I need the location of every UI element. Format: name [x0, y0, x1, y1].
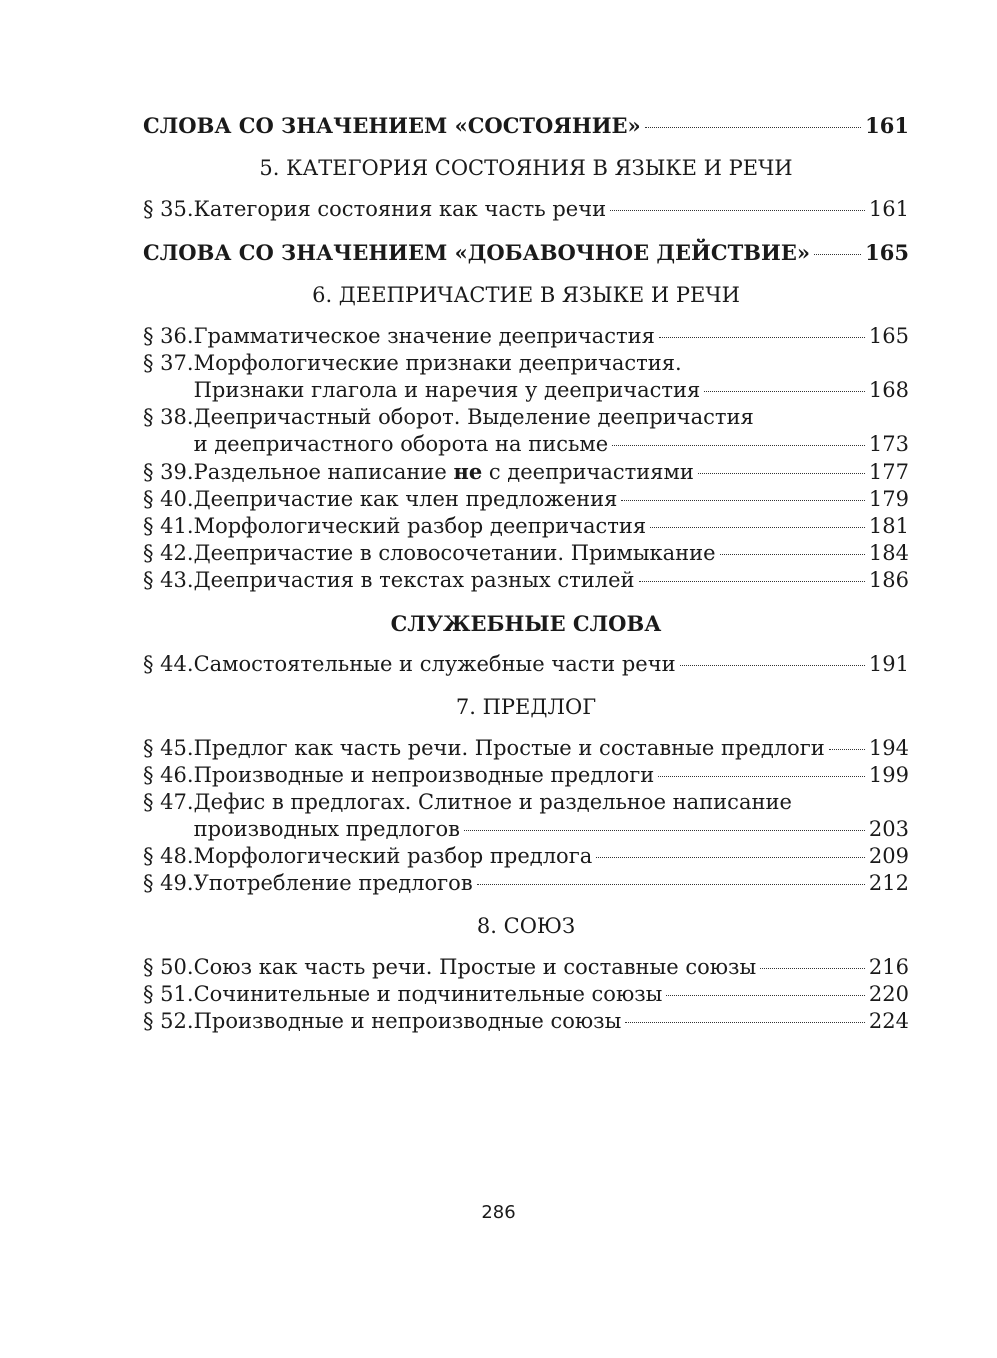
chapter-heading: 7. ПРЕДЛОГ: [455, 695, 597, 719]
page-ref: 186: [868, 568, 909, 592]
page-ref: 181: [868, 514, 909, 538]
toc-entry[interactable]: [143, 404, 909, 458]
toc-entry[interactable]: [143, 762, 909, 789]
entry-body: [194, 843, 909, 870]
entry-body: [194, 323, 909, 350]
entry-line: [194, 1008, 909, 1035]
page-ref: 161: [868, 197, 909, 221]
paragraph-number: § 37.: [143, 351, 194, 375]
entry-line: [194, 350, 909, 377]
entry-line: [194, 981, 909, 1008]
entry-line: [194, 196, 909, 223]
page-ref: 199: [868, 763, 909, 787]
entry-title: Деепричастие в словосочетании. Примыкание: [193, 541, 716, 565]
entry-title: Грамматическое значение деепричастия: [193, 324, 655, 348]
dot-leader: [650, 527, 865, 528]
entry-body: [194, 513, 909, 540]
entry-line: [194, 513, 909, 540]
page-ref: 177: [868, 460, 909, 484]
entry-line: [194, 540, 909, 567]
entry-line: [194, 567, 909, 594]
dot-leader: [704, 391, 865, 392]
entry-title: Признаки глагола и наречия у деепричастия: [193, 378, 701, 402]
toc-entry[interactable]: [143, 540, 909, 567]
dot-leader: [666, 995, 865, 996]
page-ref: 161: [865, 113, 909, 138]
entry-title: Раздельное написание не с деепричастиями: [193, 459, 694, 484]
entry-body: [194, 870, 909, 897]
entry-title: Производные и непроизводные предлоги: [193, 763, 655, 787]
entry-line: [143, 239, 909, 266]
paragraph-number: § 46.: [143, 763, 194, 787]
paragraph-number: § 38.: [143, 405, 194, 429]
toc-entry[interactable]: [143, 567, 909, 594]
entry-body: [194, 540, 909, 567]
entry-title: Предлог как часть речи. Простые и составные предлоги: [193, 736, 825, 760]
entry-title: СЛОВА СО ЗНАЧЕНИЕМ «СОСТОЯНИЕ»: [143, 113, 641, 138]
toc-entry[interactable]: [143, 196, 909, 223]
paragraph-number: § 52.: [143, 1009, 194, 1033]
entry-line: [194, 816, 909, 843]
dot-leader: [639, 581, 865, 582]
entry-title: СЛОВА СО ЗНАЧЕНИЕМ «ДОБАВОЧНОЕ ДЕЙСТВИЕ»: [143, 240, 810, 265]
toc-entry[interactable]: [143, 486, 909, 513]
chapter-heading: 8. СОЮЗ: [476, 914, 576, 938]
entry-body: [194, 458, 909, 486]
page-ref: 194: [868, 736, 909, 760]
entry-line: [194, 843, 909, 870]
entry-title: Союз как часть речи. Простые и составные союзы: [193, 955, 757, 979]
page-ref: 191: [868, 652, 909, 676]
paragraph-number: § 45.: [143, 736, 194, 760]
entry-line: [194, 789, 909, 816]
dot-leader: [621, 500, 865, 501]
entry-title: Деепричастный оборот. Выделение деепричастия: [193, 405, 754, 429]
page-ref: 168: [868, 378, 909, 402]
paragraph-number: § 36.: [143, 324, 194, 348]
toc-entry[interactable]: [143, 981, 909, 1008]
dot-leader: [625, 1022, 865, 1023]
paragraph-number: § 39.: [143, 460, 194, 484]
paragraph-number: § 50.: [143, 955, 194, 979]
entry-body: [194, 404, 909, 458]
entry-line: [194, 458, 909, 486]
toc-entry[interactable]: [143, 350, 909, 404]
entry-body: [194, 486, 909, 513]
page-ref: 203: [868, 817, 909, 841]
page-ref: 173: [868, 432, 909, 456]
entry-line: [194, 486, 909, 513]
entry-line: [194, 323, 909, 350]
dot-leader: [658, 776, 865, 777]
page-ref: 184: [868, 541, 909, 565]
toc-entry[interactable]: [143, 651, 909, 678]
entry-line: [194, 377, 909, 404]
entry-body: [143, 239, 909, 266]
chapter-heading: 5. КАТЕГОРИЯ СОСТОЯНИЯ В ЯЗЫКЕ И РЕЧИ: [259, 156, 793, 180]
page-ref: 216: [868, 955, 909, 979]
dot-leader: [645, 127, 861, 128]
entry-line: [194, 431, 909, 458]
entry-line: [143, 112, 909, 139]
dot-leader: [720, 554, 865, 555]
entry-body: [143, 112, 909, 139]
paragraph-number: § 40.: [143, 487, 194, 511]
entry-line: [194, 404, 909, 431]
paragraph-number: § 48.: [143, 844, 194, 868]
entry-body: [194, 762, 909, 789]
toc-entry[interactable]: [143, 789, 909, 843]
entry-line: [194, 651, 909, 678]
toc-entry[interactable]: [143, 323, 909, 350]
dot-leader: [596, 857, 865, 858]
entry-body: [194, 954, 909, 981]
entry-body: [194, 350, 909, 404]
toc-entry[interactable]: [143, 870, 909, 897]
paragraph-number: § 51.: [143, 982, 194, 1006]
entry-title: Дефис в предлогах. Слитное и раздельное написание: [193, 790, 792, 814]
toc-entry[interactable]: [143, 954, 909, 981]
dot-leader: [612, 445, 865, 446]
entry-body: [194, 789, 909, 843]
entry-title: Самостоятельные и служебные части речи: [193, 652, 676, 676]
entry-body: [194, 735, 909, 762]
dot-leader: [829, 749, 865, 750]
entry-title: Морфологический разбор деепричастия: [193, 514, 647, 538]
page-number: 286: [481, 1202, 516, 1223]
chapter-heading: 6. ДЕЕПРИЧАСТИЕ В ЯЗЫКЕ И РЕЧИ: [312, 283, 740, 307]
dot-leader: [477, 884, 865, 885]
entry-line: [194, 762, 909, 789]
entry-line: [194, 735, 909, 762]
page-ref: 179: [868, 487, 909, 511]
toc-section-entry[interactable]: [143, 239, 909, 266]
entry-line: [194, 870, 909, 897]
entry-title: Морфологические признаки деепричастия.: [193, 351, 682, 375]
entry-body: [194, 567, 909, 594]
entry-title: Сочинительные и подчинительные союзы: [193, 982, 663, 1006]
entry-title: Категория состояния как часть речи: [193, 197, 607, 221]
entry-body: [194, 1008, 909, 1035]
entry-title: Производные и непроизводные союзы: [193, 1009, 622, 1033]
entry-title: и деепричастного оборота на письме: [193, 432, 609, 456]
entry-title: Употребление предлогов: [193, 871, 473, 895]
paragraph-number: § 35.: [143, 197, 194, 221]
part-heading: СЛУЖЕБНЫЕ СЛОВА: [390, 611, 662, 636]
page-ref: 212: [868, 871, 909, 895]
paragraph-number: § 44.: [143, 652, 194, 676]
dot-leader: [760, 968, 865, 969]
entry-line: [194, 954, 909, 981]
paragraph-number: § 49.: [143, 871, 194, 895]
toc-section-entry[interactable]: [143, 112, 909, 139]
entry-title: производных предлогов: [193, 817, 460, 841]
dot-leader: [464, 830, 865, 831]
entry-title: Морфологический разбор предлога: [193, 844, 593, 868]
entry-title: Деепричастия в текстах разных стилей: [193, 568, 635, 592]
paragraph-number: § 43.: [143, 568, 194, 592]
page-ref: 209: [868, 844, 909, 868]
toc-entry[interactable]: [143, 458, 909, 486]
toc-entry[interactable]: [143, 513, 909, 540]
toc-entry[interactable]: [143, 843, 909, 870]
entry-body: [194, 196, 909, 223]
dot-leader: [680, 665, 865, 666]
page-ref: 165: [868, 324, 909, 348]
toc-entry[interactable]: [143, 735, 909, 762]
entry-body: [194, 651, 909, 678]
paragraph-number: § 47.: [143, 790, 194, 814]
dot-leader: [698, 473, 865, 474]
page-ref: 224: [868, 1009, 909, 1033]
paragraph-number: § 41.: [143, 514, 194, 538]
dot-leader: [659, 337, 865, 338]
toc-entry[interactable]: [143, 1008, 909, 1035]
dot-leader: [610, 210, 865, 211]
page-ref: 220: [868, 982, 909, 1006]
dot-leader: [814, 254, 861, 255]
page-ref: 165: [865, 240, 909, 265]
paragraph-number: § 42.: [143, 541, 194, 565]
entry-title: Деепричастие как член предложения: [193, 487, 618, 511]
table-of-contents: [143, 112, 909, 1035]
emphasis-word: не: [453, 459, 483, 484]
entry-body: [194, 981, 909, 1008]
